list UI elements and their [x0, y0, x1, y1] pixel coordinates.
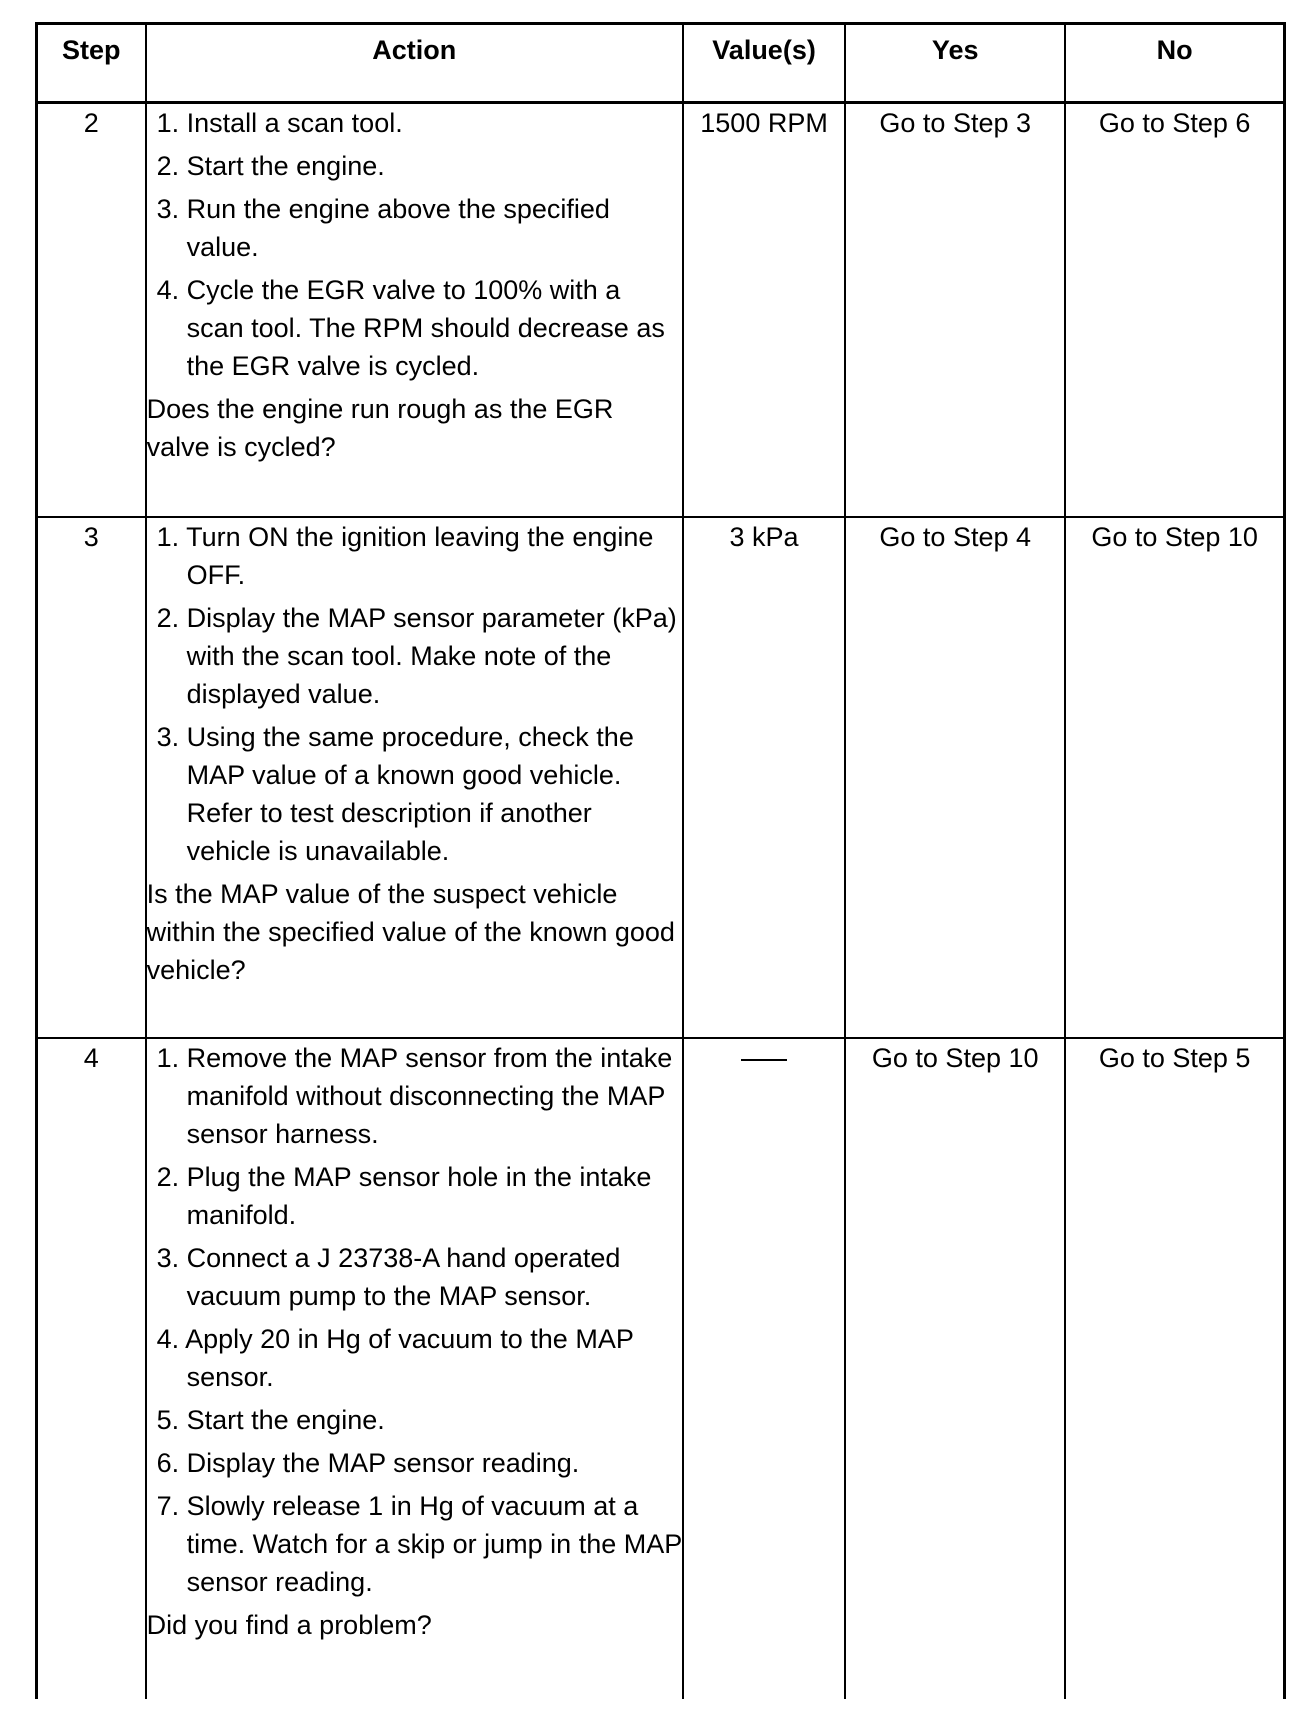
action-item: 3. Using the same procedure, check the MAP value of a known good vehicle. Refer to test description if another vehicle is unavailable.	[156, 722, 634, 866]
header-no: No	[1065, 24, 1284, 103]
action-item: 2. Start the engine.	[156, 151, 385, 181]
diagnostic-table	[35, 22, 1286, 1699]
action-item: 1. Remove the MAP sensor from the intake manifold without disconnecting the MAP sensor harness.	[156, 1043, 673, 1149]
action-item: 4. Cycle the EGR valve to 100% with a scan tool. The RPM should decrease as the EGR valve is cycled.	[156, 275, 665, 381]
yes-result: Go to Step 10	[845, 1038, 1065, 1699]
action-list	[147, 1039, 682, 1601]
action-item: 1. Install a scan tool.	[156, 108, 403, 138]
action-cell	[146, 103, 683, 518]
header-row	[37, 24, 1285, 103]
step-number: 2	[37, 103, 146, 518]
no-result: Go to Step 6	[1065, 103, 1284, 518]
header-values: Value(s)	[683, 24, 845, 103]
value-cell: 3 kPa	[683, 517, 845, 1038]
action-cell	[146, 517, 683, 1038]
header-yes: Yes	[845, 24, 1065, 103]
action-question: Is the MAP value of the suspect vehicle within the specified value of the known good vehicle?	[146, 879, 675, 985]
no-result: Go to Step 10	[1065, 517, 1284, 1038]
action-item: 6. Display the MAP sensor reading.	[156, 1448, 580, 1478]
action-item: 7. Slowly release 1 in Hg of vacuum at a time. Watch for a skip or jump in the MAP sensor reading.	[156, 1491, 682, 1597]
action-item: 2. Display the MAP sensor parameter (kPa) with the scan tool. Make note of the displayed value.	[156, 603, 677, 709]
action-item: 4. Apply 20 in Hg of vacuum to the MAP sensor.	[156, 1324, 634, 1392]
value-cell	[683, 1038, 845, 1699]
header-action: Action	[146, 24, 683, 103]
action-list	[147, 518, 682, 870]
value-cell: 1500 RPM	[683, 103, 845, 518]
action-cell	[146, 1038, 683, 1699]
action-question: Did you find a problem?	[146, 1610, 432, 1640]
yes-result: Go to Step 4	[845, 517, 1065, 1038]
table-row-step-4	[37, 1038, 1285, 1699]
no-result: Go to Step 5	[1065, 1038, 1284, 1699]
no-value-dash	[741, 1059, 787, 1061]
table-row-step-2	[37, 103, 1285, 518]
action-item: 2. Plug the MAP sensor hole in the intake manifold.	[156, 1162, 652, 1230]
step-number: 3	[37, 517, 146, 1038]
action-question: Does the engine run rough as the EGR valve is cycled?	[146, 394, 614, 462]
action-item: 1. Turn ON the ignition leaving the engine OFF.	[156, 522, 654, 590]
action-list	[147, 104, 682, 385]
action-item: 3. Connect a J 23738-A hand operated vacuum pump to the MAP sensor.	[156, 1243, 621, 1311]
header-step: Step	[37, 24, 146, 103]
table-row-step-3	[37, 517, 1285, 1038]
action-item: 3. Run the engine above the specified value.	[156, 194, 610, 262]
action-item: 5. Start the engine.	[156, 1405, 385, 1435]
yes-result: Go to Step 3	[845, 103, 1065, 518]
step-number: 4	[37, 1038, 146, 1699]
